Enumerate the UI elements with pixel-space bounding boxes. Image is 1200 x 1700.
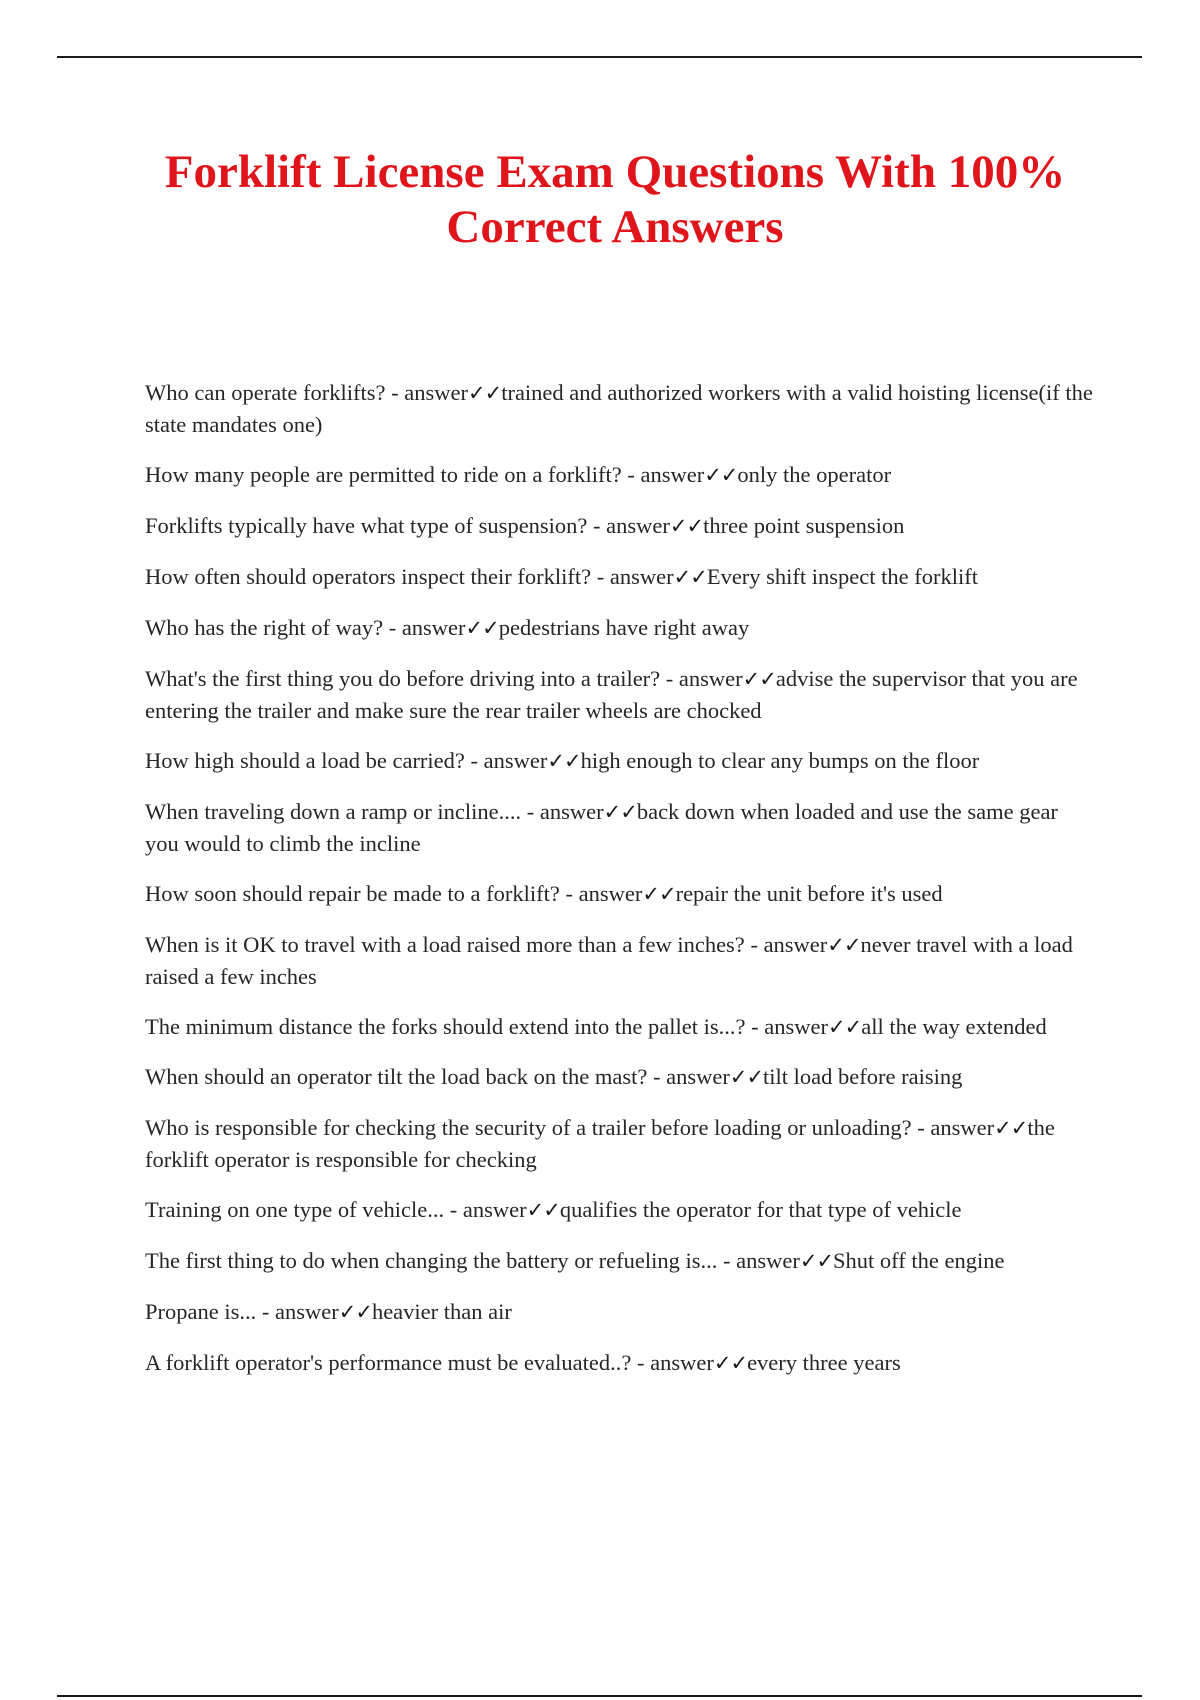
separator: - bbox=[464, 748, 484, 773]
answer-label: answer bbox=[404, 380, 468, 405]
answer-text: all the way extended bbox=[861, 1014, 1047, 1039]
answer-label: answer bbox=[606, 513, 670, 538]
separator: - bbox=[383, 615, 402, 640]
double-check-icon: ✓✓ bbox=[827, 933, 861, 957]
double-check-icon: ✓✓ bbox=[729, 1065, 764, 1089]
double-check-icon: ✓✓ bbox=[338, 1300, 372, 1324]
qa-item-17 bbox=[145, 1347, 1095, 1379]
question-text: Who has the right of way? bbox=[145, 615, 384, 640]
separator: - bbox=[591, 564, 610, 589]
qa-item-11 bbox=[145, 1011, 1095, 1043]
qa-item-5 bbox=[145, 612, 1095, 644]
double-check-icon: ✓✓ bbox=[742, 667, 776, 691]
answer-text: tilt load before raising bbox=[763, 1064, 963, 1089]
separator: - bbox=[521, 799, 540, 824]
question-text: When should an operator tilt the load back on the mast? bbox=[145, 1064, 648, 1089]
qa-item-10 bbox=[145, 929, 1095, 993]
question-text: A forklift operator's performance must be evaluated..? bbox=[145, 1350, 632, 1375]
answer-label: answer bbox=[650, 1350, 714, 1375]
question-answer-list bbox=[145, 377, 1095, 1398]
question-text: Who can operate forklifts? bbox=[145, 380, 386, 405]
separator: - bbox=[717, 1248, 737, 1273]
answer-text: trained and authorized workers with a valid hoisting license(if the state mandates one) bbox=[145, 380, 1093, 437]
separator: - bbox=[559, 881, 579, 906]
question-text: How often should operators inspect their forklift? bbox=[145, 564, 592, 589]
double-check-icon: ✓✓ bbox=[704, 463, 738, 487]
separator: - bbox=[631, 1350, 651, 1375]
answer-text: back down when loaded and use the same gear you would to climb the incline bbox=[145, 799, 1058, 856]
answer-label: answer bbox=[483, 748, 548, 773]
title-line-1: Forklift License Exam Questions With 100% bbox=[164, 146, 1066, 198]
answer-label: answer bbox=[666, 1064, 730, 1089]
question-text: How many people are permitted to ride on a forklift? bbox=[145, 462, 622, 487]
answer-label: answer bbox=[764, 1014, 828, 1039]
separator: - bbox=[744, 932, 764, 957]
answer-text: only the operator bbox=[737, 462, 892, 487]
double-check-icon: ✓✓ bbox=[713, 1351, 748, 1375]
answer-text: every three years bbox=[747, 1350, 901, 1375]
separator: - bbox=[587, 513, 607, 538]
double-check-icon: ✓✓ bbox=[603, 800, 637, 824]
question-text: The minimum distance the forks should extend into the pallet is...? bbox=[145, 1014, 746, 1039]
question-text: Training on one type of vehicle... bbox=[145, 1197, 445, 1222]
question-text: Forklifts typically have what type of suspension? bbox=[145, 513, 588, 538]
answer-label: answer bbox=[678, 666, 743, 691]
separator: - bbox=[660, 666, 679, 691]
answer-label: answer bbox=[401, 615, 466, 640]
separator: - bbox=[256, 1299, 275, 1324]
question-text: Propane is... bbox=[145, 1299, 257, 1324]
answer-label: answer bbox=[275, 1299, 339, 1324]
separator: - bbox=[911, 1115, 931, 1140]
qa-item-12 bbox=[145, 1061, 1095, 1093]
qa-item-8 bbox=[145, 796, 1095, 860]
answer-label: answer bbox=[930, 1115, 995, 1140]
qa-item-9 bbox=[145, 878, 1095, 910]
separator: - bbox=[621, 462, 641, 487]
double-check-icon: ✓✓ bbox=[669, 514, 704, 538]
answer-text: the forklift operator is responsible for checking bbox=[145, 1115, 1055, 1172]
qa-item-4 bbox=[145, 561, 1095, 593]
double-check-icon: ✓✓ bbox=[526, 1198, 560, 1222]
answer-label: answer bbox=[462, 1197, 527, 1222]
double-check-icon: ✓✓ bbox=[799, 1249, 834, 1273]
double-check-icon: ✓✓ bbox=[468, 381, 502, 405]
title-line-2: Correct Answers bbox=[446, 201, 784, 253]
answer-text: repair the unit before it's used bbox=[675, 881, 943, 906]
answer-text: qualifies the operator for that type of vehicle bbox=[559, 1197, 962, 1222]
double-check-icon: ✓✓ bbox=[994, 1116, 1028, 1140]
question-text: The first thing to do when changing the battery or refueling is... bbox=[145, 1248, 718, 1273]
double-check-icon: ✓✓ bbox=[547, 749, 581, 773]
question-text: What's the first thing you do before driving into a trailer? bbox=[145, 666, 661, 691]
qa-item-3 bbox=[145, 510, 1095, 542]
answer-text: Shut off the engine bbox=[833, 1248, 1005, 1273]
separator: - bbox=[647, 1064, 667, 1089]
question-text: Who is responsible for checking the security of a trailer before loading or unloading? bbox=[145, 1115, 912, 1140]
answer-label: answer bbox=[539, 799, 604, 824]
answer-label: answer bbox=[763, 932, 828, 957]
answer-label: answer bbox=[640, 462, 705, 487]
page-title bbox=[100, 145, 1130, 255]
double-check-icon: ✓✓ bbox=[465, 616, 499, 640]
bottom-divider bbox=[57, 1695, 1142, 1697]
question-text: How high should a load be carried? bbox=[145, 748, 465, 773]
separator: - bbox=[385, 380, 405, 405]
qa-item-13 bbox=[145, 1112, 1095, 1176]
question-text: How soon should repair be made to a forklift? bbox=[145, 881, 560, 906]
qa-item-16 bbox=[145, 1296, 1095, 1328]
answer-text: pedestrians have right away bbox=[498, 615, 750, 640]
qa-item-14 bbox=[145, 1194, 1095, 1226]
qa-item-1 bbox=[145, 377, 1095, 441]
answer-text: high enough to clear any bumps on the floor bbox=[580, 748, 980, 773]
question-text: When is it OK to travel with a load raised more than a few inches? bbox=[145, 932, 745, 957]
answer-text: advise the supervisor that you are entering the trailer and make sure the rear trailer wheels are chocked bbox=[145, 666, 1078, 723]
answer-text: three point suspension bbox=[703, 513, 905, 538]
qa-item-2 bbox=[145, 459, 1095, 491]
separator: - bbox=[444, 1197, 463, 1222]
double-check-icon: ✓✓ bbox=[642, 882, 676, 906]
answer-label: answer bbox=[578, 881, 643, 906]
answer-text: Every shift inspect the forklift bbox=[706, 564, 979, 589]
answer-text: never travel with a load raised a few inches bbox=[145, 932, 1073, 989]
answer-text: heavier than air bbox=[371, 1299, 512, 1324]
top-divider bbox=[57, 56, 1142, 58]
question-text: When traveling down a ramp or incline.... bbox=[145, 799, 522, 824]
qa-item-7 bbox=[145, 745, 1095, 777]
qa-item-6 bbox=[145, 663, 1095, 727]
qa-item-15 bbox=[145, 1245, 1095, 1277]
separator: - bbox=[745, 1014, 765, 1039]
answer-label: answer bbox=[609, 564, 674, 589]
double-check-icon: ✓✓ bbox=[828, 1015, 862, 1039]
answer-label: answer bbox=[736, 1248, 800, 1273]
double-check-icon: ✓✓ bbox=[673, 565, 707, 589]
